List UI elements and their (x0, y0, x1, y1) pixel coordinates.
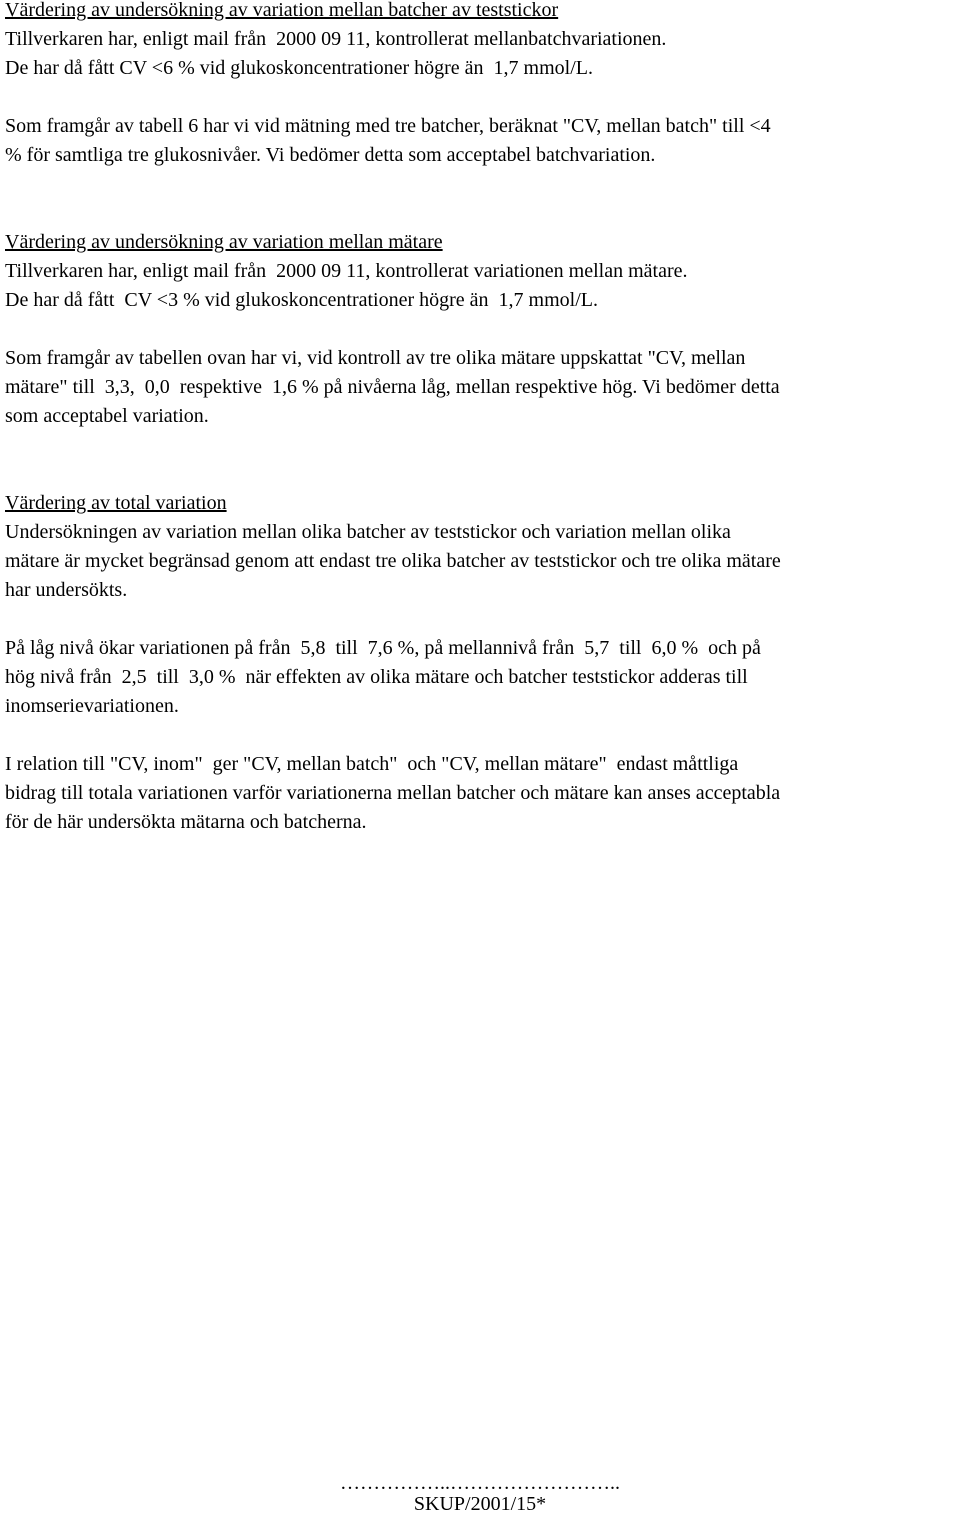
paragraph-line: för de här undersökta mätarna och batcherna. (5, 811, 367, 833)
section-spacer (5, 170, 957, 228)
paragraph-line: De har då fått CV <6 % vid glukoskoncentrationer högre än 1,7 mmol/L. (5, 57, 593, 79)
paragraph-line: har undersökts. (5, 579, 128, 601)
paragraph-line: Undersökningen av variation mellan olika batcher av teststickor och variation mellan olika (5, 521, 731, 543)
footer-document-code: SKUP/2001/15* (413, 1493, 547, 1515)
paragraph-line: Tillverkaren har, enligt mail från 2000 09 11, kontrollerat mellanbatchvariationen. (5, 28, 667, 50)
paragraph-line: som acceptabel variation. (5, 405, 209, 427)
paragraph-spacer (5, 721, 957, 750)
paragraph-spacer (5, 83, 957, 112)
paragraph-line: Som framgår av tabell 6 har vi vid mätning med tre batcher, beräknat "CV, mellan batch" till <4 (5, 115, 771, 137)
section-heading-meter-variation: Värdering av undersökning av variation mellan mätare (5, 231, 443, 253)
paragraph-line: I relation till "CV, inom" ger "CV, mellan batch" och "CV, mellan mätare" endast måttliga (5, 753, 739, 775)
section-heading-total-variation: Värdering av total variation (5, 492, 227, 514)
paragraph-line: mätare" till 3,3, 0,0 respektive 1,6 % på nivåerna låg, mellan respektive hög. Vi bedömer detta (5, 376, 780, 398)
paragraph-line: % för samtliga tre glukosnivåer. Vi bedömer detta som acceptabel batchvariation. (5, 144, 656, 166)
paragraph-line: På låg nivå ökar variationen på från 5,8 till 7,6 %, på mellannivå från 5,7 till 6,0 % och på (5, 637, 761, 659)
section-heading-batch-variation: Värdering av undersökning av variation mellan batcher av teststickor (5, 0, 559, 21)
paragraph-line: bidrag till totala variationen varför variationerna mellan batcher och mätare kan anses acceptabla (5, 782, 781, 804)
paragraph-line: mätare är mycket begränsad genom att endast tre olika batcher av teststickor och tre olika mätare (5, 550, 781, 572)
section-spacer (5, 431, 957, 489)
paragraph-line: hög nivå från 2,5 till 3,0 % när effekten av olika mätare och batcher teststickor adderas till (5, 666, 748, 688)
paragraph-spacer (5, 315, 957, 344)
footer-dotted-line: ……………..…………………….. (340, 1472, 620, 1494)
paragraph-line: inomserievariationen. (5, 695, 179, 717)
document-body (5, 0, 957, 837)
paragraph-line: Som framgår av tabellen ovan har vi, vid kontroll av tre olika mätare uppskattat "CV, mellan (5, 347, 746, 369)
paragraph-line: De har då fått CV <3 % vid glukoskoncentrationer högre än 1,7 mmol/L. (5, 289, 598, 311)
paragraph-spacer (5, 605, 957, 634)
paragraph-line: Tillverkaren har, enligt mail från 2000 09 11, kontrollerat variationen mellan mätare. (5, 260, 688, 282)
